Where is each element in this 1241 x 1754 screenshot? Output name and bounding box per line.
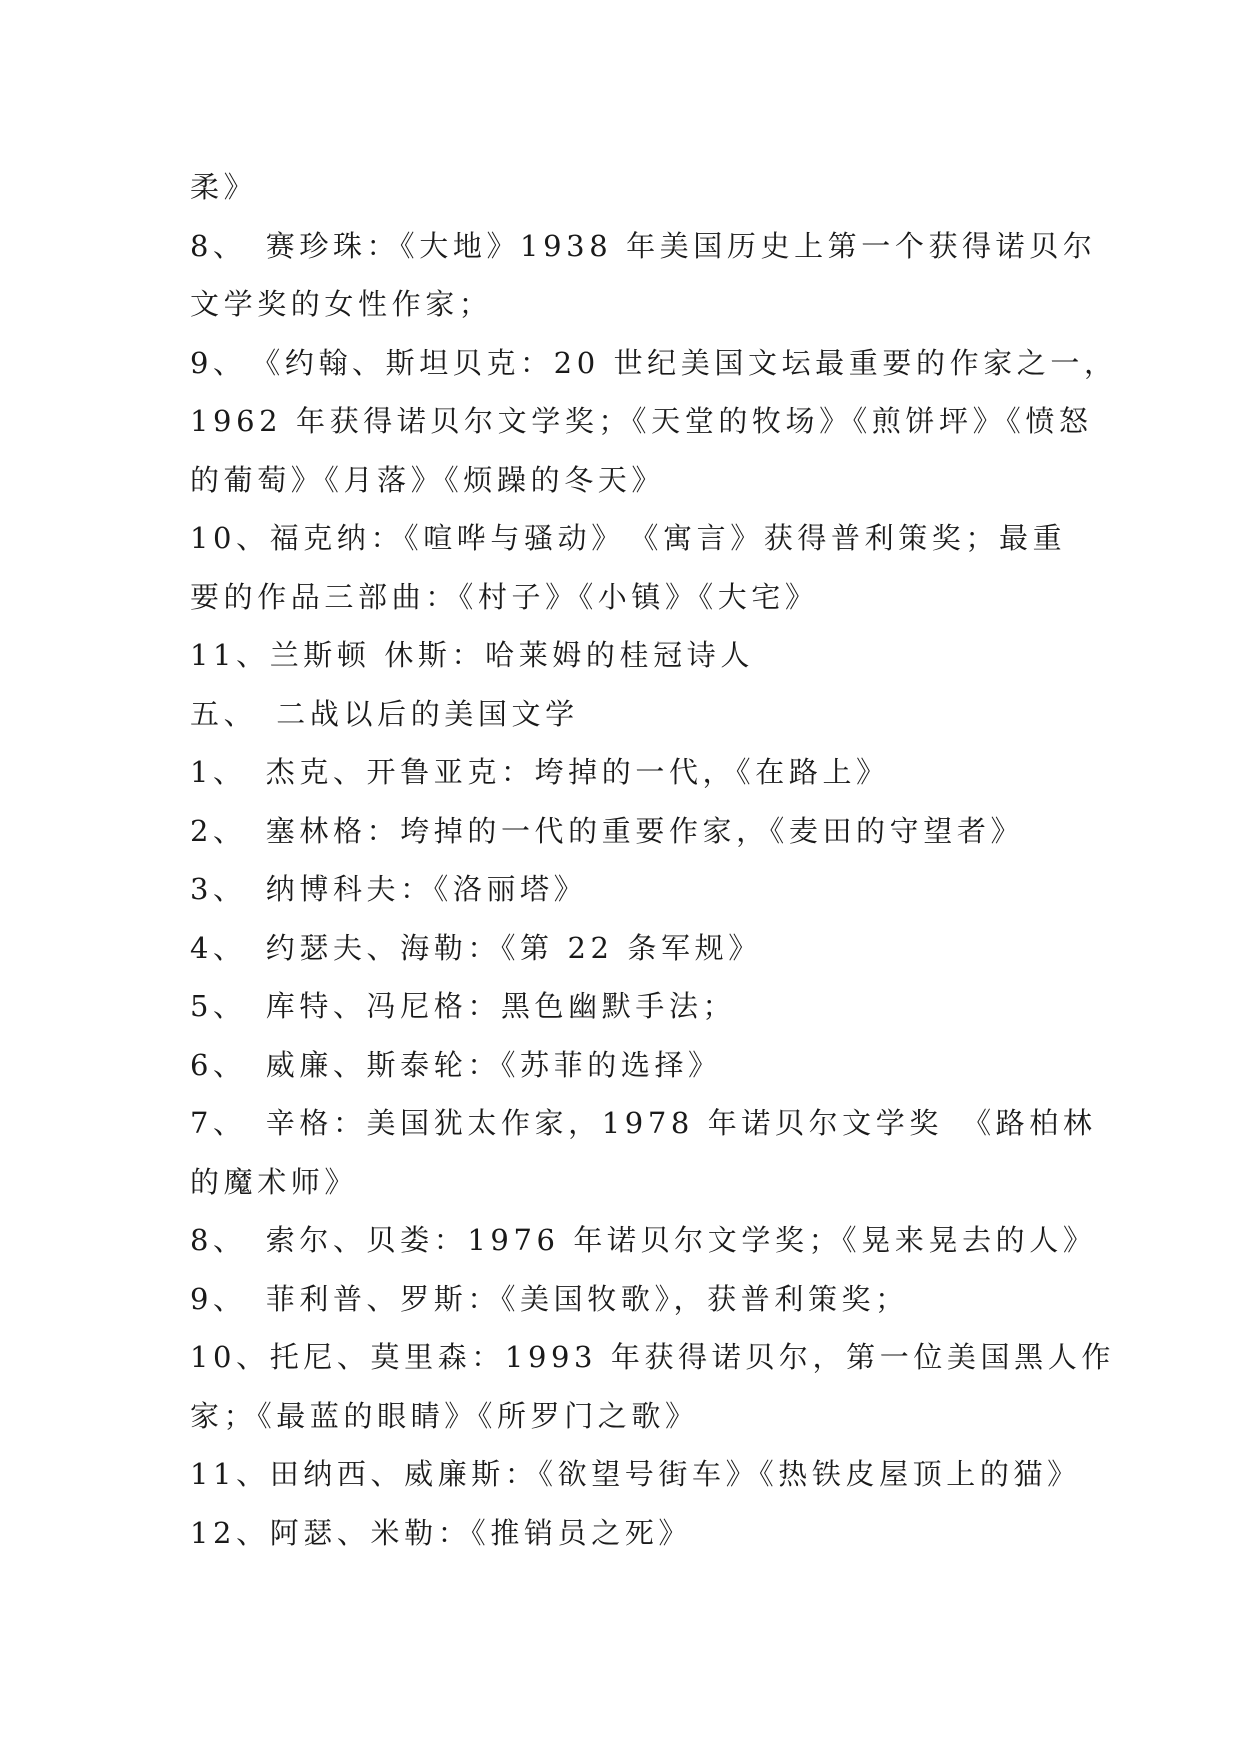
text-line: 9、 菲利普、罗斯：《美国牧歌》，获普利策奖； bbox=[190, 1281, 909, 1316]
text-line: 2、 塞林格：垮掉的一代的重要作家，《麦田的守望者》 bbox=[190, 813, 1025, 848]
text-line: 家；《最蓝的眼睛》《所罗门之歌》 bbox=[190, 1398, 699, 1433]
text-line: 12、阿瑟、米勒：《推销员之死》 bbox=[190, 1515, 693, 1550]
text-line: 10、托尼、莫里森：1993 年获得诺贝尔，第一位美国黑人作 bbox=[190, 1340, 1115, 1374]
text-line: 的葡萄》《月落》《烦躁的冬天》 bbox=[190, 462, 666, 497]
text-line: 6、 威廉、斯泰轮：《苏菲的选择》 bbox=[190, 1047, 722, 1082]
text-line: 1962 年获得诺贝尔文学奖；《天堂的牧场》《煎饼坪》《愤怒 bbox=[190, 404, 1093, 438]
text-line: 文学奖的女性作家； bbox=[190, 287, 493, 321]
text-line: 5、 库特、冯尼格：黑色幽默手法； bbox=[190, 989, 737, 1023]
text-line: 8、 索尔、贝娄：1976 年诺贝尔文学奖；《晃来晃去的人》 bbox=[190, 1223, 1097, 1257]
text-line: 10、福克纳：《喧哗与骚动》 《寓言》获得普利策奖；最重 bbox=[190, 521, 1067, 555]
text-line: 柔》 bbox=[190, 170, 258, 204]
section-heading: 五、 二战以后的美国文学 bbox=[190, 696, 579, 731]
document-body bbox=[190, 158, 1118, 1562]
text-line: 8、 赛珍珠：《大地》1938 年美国历史上第一个获得诺贝尔 bbox=[190, 228, 1097, 263]
text-line: 1、 杰克、开鲁亚克：垮掉的一代，《在路上》 bbox=[190, 755, 890, 789]
text-line: 4、 约瑟夫、海勒：《第 22 条军规》 bbox=[190, 930, 762, 965]
text-line: 9、 《约翰、斯坦贝克：20 世纪美国文坛最重要的作家之一， bbox=[190, 345, 1118, 380]
text-line: 的魔术师》 bbox=[190, 1164, 359, 1199]
text-line: 11、田纳西、威廉斯：《欲望号街车》《热铁皮屋顶上的猫》 bbox=[190, 1457, 1081, 1491]
text-line: 要的作品三部曲：《村子》《小镇》《大宅》 bbox=[190, 579, 819, 614]
text-line: 11、兰斯顿 休斯：哈莱姆的桂冠诗人 bbox=[190, 638, 754, 672]
text-line: 7、 辛格：美国犹太作家，1978 年诺贝尔文学奖 《路柏林 bbox=[190, 1106, 1097, 1140]
text-line: 3、 纳博科夫：《洛丽塔》 bbox=[190, 872, 588, 906]
